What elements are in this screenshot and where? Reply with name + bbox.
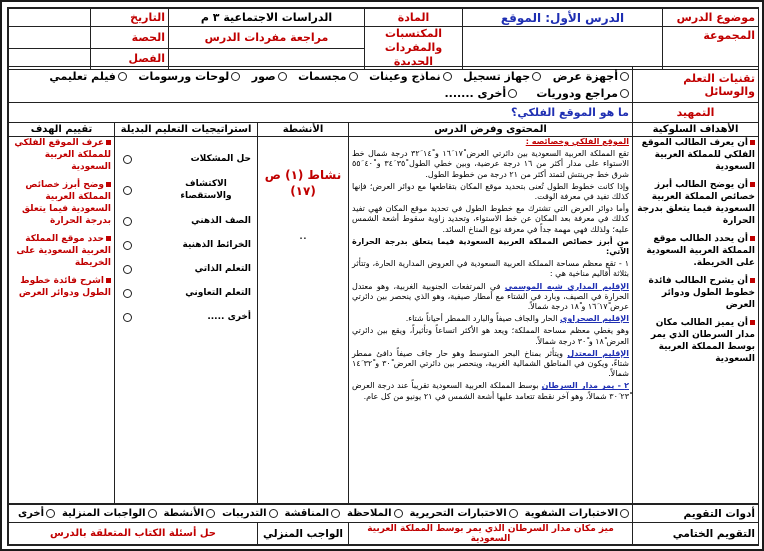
content-paragraph: ١ - تقع معظم مساحة المملكة العربية السعودية في العروض المدارية الحارة، وتتأثر بثلاثة أقاليم مناخية هي : xyxy=(352,259,629,279)
radio-icon xyxy=(123,265,132,274)
strategy-option[interactable]: أخرى ..... xyxy=(121,305,251,329)
header-table xyxy=(8,8,759,70)
tool-option[interactable]: لوحات ورسومات xyxy=(138,70,240,83)
checkbox-icon xyxy=(509,509,518,518)
checkbox-icon xyxy=(269,509,278,518)
checkbox-icon xyxy=(118,72,127,81)
strategy-option[interactable]: التعلم التعاوني xyxy=(121,281,251,305)
checkbox-icon xyxy=(620,509,629,518)
assessment-option[interactable]: الأنشطة xyxy=(164,508,216,519)
checkbox-icon xyxy=(231,72,240,81)
checkbox-icon xyxy=(532,72,541,81)
assessment-table xyxy=(8,504,759,523)
tool-option[interactable]: فيلم تعليمي xyxy=(49,70,126,83)
strategy-option[interactable]: الخرائط الذهنية xyxy=(121,233,251,257)
tools-row-2 xyxy=(12,85,629,102)
checkbox-icon xyxy=(508,89,517,98)
checkbox-icon xyxy=(394,509,403,518)
radio-icon xyxy=(123,155,132,164)
radio-icon xyxy=(123,186,132,195)
intro-label: التمهيد xyxy=(633,103,759,123)
objective-item: أن يعرف الطالب الموقع الفلكي للمملكة العربية السعودية xyxy=(641,138,755,172)
col-activities: الأنشطة xyxy=(258,123,349,137)
evaluation-item: حدد موقع المملكة العربية السعودية على الخريطة xyxy=(16,234,111,268)
content-paragraph: الإقليم الصحراوي الحار والجاف صيفاً والبارد الممطر أحياناً شتاء. xyxy=(405,314,629,324)
objective-item: أن يحدد الطالب موقع المملكة العربية السعودية على الخريطة. xyxy=(646,234,755,268)
homework-label: الواجب المنزلي xyxy=(258,523,349,545)
checkbox-icon xyxy=(620,89,629,98)
radio-icon xyxy=(123,289,132,298)
final-value: ميز مكان مدار السرطان الذي يمر بوسط المملكة العربية السعودية xyxy=(349,523,633,545)
checkbox-icon xyxy=(206,509,215,518)
objectives-cell xyxy=(633,137,759,504)
content-cell xyxy=(349,137,633,504)
assessment-option[interactable]: التدريبات xyxy=(222,508,277,519)
strategy-option[interactable]: الاكتشاف والاستقصاء xyxy=(121,171,251,209)
strategy-option[interactable]: الصف الذهني xyxy=(121,209,251,233)
radio-icon xyxy=(123,217,132,226)
col-evaluation: تقييم الهدف xyxy=(9,123,115,137)
assessment-option[interactable]: الاختبارات التحريرية xyxy=(409,508,517,519)
objective-item: أن يشرح الطالب فائدة خطوط الطول ودوائر العرض xyxy=(648,276,755,310)
evaluation-cell xyxy=(9,137,115,504)
checkbox-icon xyxy=(620,72,629,81)
period-label: الحصة xyxy=(91,27,169,49)
final-table xyxy=(8,522,759,545)
content-paragraph: الإقليم المداري شبه الموسمي في المرتفعات الجنوبية الغربية، وهو معتدل الحرارة في الصيف، وبارد في الشتاء مع أمطار صيفية، وهو الذي ينحصر بين دائرتي عرض ١٧ْ ١٦َ و ١٨ْ درجة شمالاً. xyxy=(352,281,629,312)
main-table xyxy=(8,122,759,504)
objective-item: أن يميز الطالب مكان مدار السرطان الذي يمر بوسط المملكة العربية السعودية xyxy=(650,318,755,364)
tool-option[interactable]: جهاز تسجيل xyxy=(463,70,541,83)
group-value xyxy=(463,27,663,70)
content-paragraph: وهو يغطي معظم مساحة المملكة؛ ويعد هو الأكثر اتساعاً وتأثيراً، ويقع بين دائرتي العرض ١٨ْ و ٣٠ْ درجة شمالاً. xyxy=(352,326,629,346)
period-value xyxy=(9,27,91,49)
activities-cell xyxy=(258,137,349,504)
col-objectives: الأهداف السلوكية xyxy=(633,123,759,137)
strategy-option[interactable]: حل المشكلات xyxy=(121,147,251,171)
tool-option[interactable]: مراجع ودوريات xyxy=(536,87,629,100)
tools-row-1 xyxy=(12,68,629,85)
content-paragraph: من أبرز خصائص المملكة العربية السعودية فيما يتعلق بدرجة الحرارة الآتي: xyxy=(352,236,629,257)
homework-value: حل أسئلة الكتاب المتعلقة بالدرس xyxy=(9,523,258,545)
checkbox-icon xyxy=(278,72,287,81)
subject-label: المادة xyxy=(365,9,463,27)
final-label: التقويم الختامي xyxy=(633,523,759,545)
col-strategies: استراتيجيات التعليم البديلة xyxy=(115,123,258,137)
col-content: المحتوى وفرض الدرس xyxy=(349,123,633,137)
vocab-value: مراجعة مفردات الدرس xyxy=(169,27,365,49)
lesson-plan-frame xyxy=(7,7,759,546)
vocab-label: المكتسبات والمفردات الجديدة xyxy=(365,27,463,70)
content-paragraph: تقع المملكة العربية السعودية بين دائرتي العرض ١٧ْ ١٦َ و ١٤ْ ٣٢َ درجة شمال خط الاستواء على مدار أكثر من ١٦ درجة عرضية، وبين خطي الطول ٣٥ْ ٣٤َ و ٤٠ْ ٥٥َ شرق خط جرينتش لتمتد أكثر من ٢١ درجة من خطوط الطول. xyxy=(352,149,630,179)
date-label: التاريخ xyxy=(91,9,169,27)
assessment-option[interactable]: الملاحظة xyxy=(347,508,403,519)
tool-option[interactable]: أجهزة عرض xyxy=(553,70,629,83)
group-label: المجموعة xyxy=(663,27,759,70)
assessment-option[interactable]: الواجبات المنزلية xyxy=(62,508,157,519)
activity-dots: .. xyxy=(299,228,307,242)
strategies-cell xyxy=(115,137,258,504)
topic-value: الدرس الأول: الموقع xyxy=(463,9,663,27)
evaluation-item: وضح أبرز خصائص المملكة العربية السعودية فيما يتعلق بدرجة الحرارة xyxy=(22,180,111,226)
content-heading: الموقع الفلكي وخصائصه : xyxy=(525,137,629,146)
subject-value: الدراسات الاجتماعية ٣ م xyxy=(169,9,365,27)
content-paragraph: وأما دوائر العرض التي تشترك مع خطوط الطول في تحديد موقع المكان فهي تفيد كذلك في معرفة بعد المكان عن خط الاستواء، وتحديد زاوية سقوط أشعة الشمس عليه؛ ولذلك فهي مهمة جداً في معرفة نوع المناخ السائد. xyxy=(352,204,629,234)
objective-item: أن يوضح الطالب أبرز خصائص المملكة العربية السعودية فيما يتعلق بدرجة الحرارة xyxy=(637,180,755,226)
assessment-option[interactable]: المناقشة xyxy=(285,508,341,519)
assessment-option[interactable]: الاختبارات الشفوية xyxy=(525,508,629,519)
content-paragraph: ٢ - يمر مدار السرطان بوسط المملكة العربية السعودية تقريباً عند درجة العرض ٢٣ْ ٣٠َ شمالاً، وهو آخر نقطة تتعامد عليها أشعة الشمس في ٢١ يونيو من كل عام. xyxy=(352,381,629,401)
assessment-option[interactable]: أخرى xyxy=(18,508,55,519)
radio-icon xyxy=(123,313,132,322)
intro-table xyxy=(8,102,759,123)
tool-option[interactable]: نماذج وعينات xyxy=(369,70,452,83)
tool-option[interactable]: صور xyxy=(252,70,287,83)
evaluation-item: عرف الموقع الفلكي للمملكة العربية السعودية xyxy=(14,138,111,172)
activity-label: نشاط (١) ص (١٧) xyxy=(264,168,342,198)
checkbox-icon xyxy=(349,72,358,81)
tools-label: تقنيات التعلم والوسائل xyxy=(633,67,759,103)
checkbox-icon xyxy=(148,509,157,518)
assessment-options xyxy=(9,505,633,523)
checkbox-icon xyxy=(46,509,55,518)
tool-option[interactable]: مجسمات xyxy=(298,70,358,83)
checkbox-icon xyxy=(331,509,340,518)
radio-icon xyxy=(123,241,132,250)
evaluation-item: اشرح فائدة خطوط الطول ودوائر العرض xyxy=(18,276,111,298)
topic-label: موضوع الدرس xyxy=(663,9,759,27)
content-paragraph: وإذا كانت خطوط الطول تُعنى بتحديد موقع المكان بتقاطعها مع دوائر العرض؛ فإنها كذلك تفيد في معرفة الوقت. xyxy=(352,181,629,202)
tools-table xyxy=(8,66,759,103)
content-paragraph: الإقليم المعتدل ويتأثر بمناخ البحر المتوسط وهو حار جاف صيفاً دافئ ممطر شتاءً، ويكون في المناطق الشمالية الغربية، وينحصر بين دائرتي العرض ٣٠ْ و ٣٢ْ ١٤َ شمالاً. xyxy=(352,348,630,379)
checkbox-icon xyxy=(443,72,452,81)
strategy-option[interactable]: التعلم الذاتي xyxy=(121,257,251,281)
tool-option[interactable]: أخرى ....... xyxy=(444,87,517,100)
class-label: الفصل xyxy=(91,48,169,70)
assessment-label: أدوات التقويم xyxy=(633,505,759,523)
intro-question: ما هو الموقع الفلكي؟ xyxy=(9,103,633,123)
tools-options xyxy=(9,67,633,103)
date-value xyxy=(9,9,91,27)
